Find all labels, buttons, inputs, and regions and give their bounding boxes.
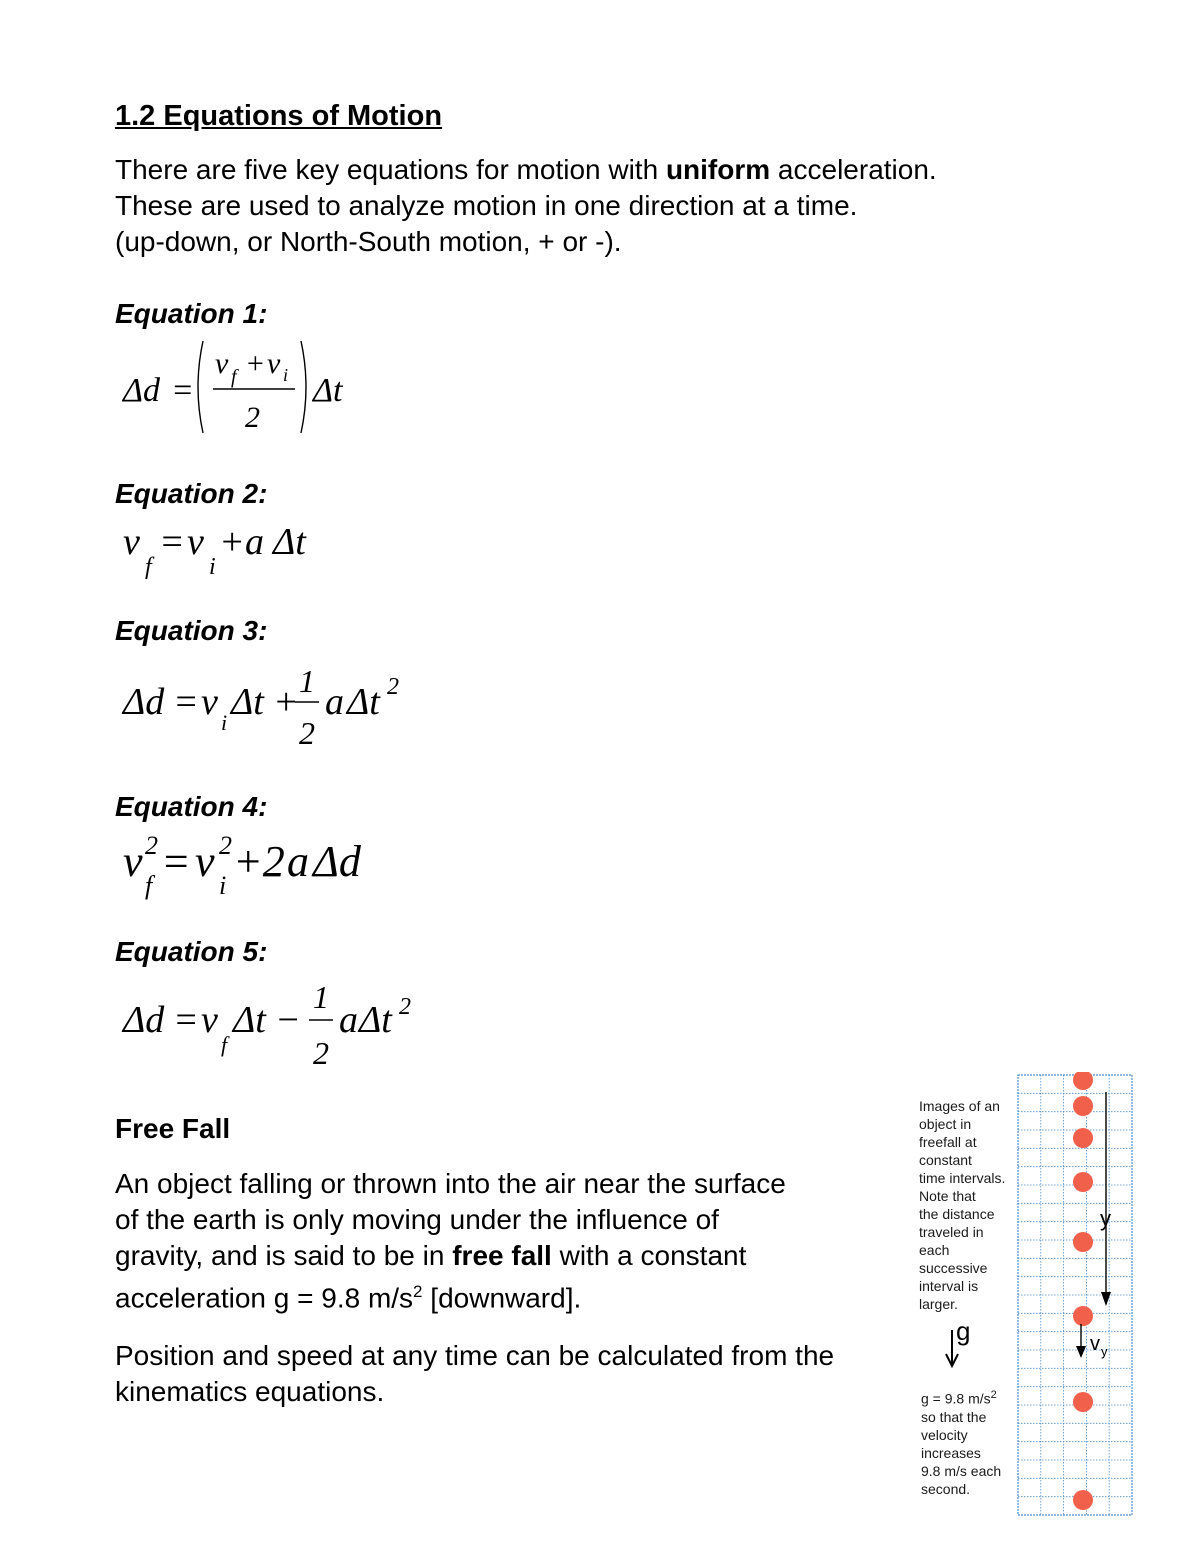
free-fall-text: with a constant [551,1240,747,1271]
equation-5-formula [115,972,435,1072]
equation-3-formula [115,650,435,750]
intro-paragraph [115,152,937,260]
free-fall-paragraph-2 [115,1338,834,1410]
free-fall-text: gravity, and is said to be in [115,1240,453,1271]
ball [1073,1392,1093,1412]
ball [1073,1072,1093,1090]
gravity-arrow [942,1316,982,1370]
svg-text:2: 2 [387,674,399,700]
caption-line: g = 9.8 m/s [921,1390,991,1407]
caption-line: second. [921,1480,971,1497]
svg-text:Δt: Δt [231,681,264,723]
velocity-subscript: y [1101,1344,1108,1359]
freefall-diagram [1016,1072,1134,1518]
svg-text:−: − [275,999,301,1041]
ball [1073,1232,1093,1252]
free-fall-paragraph [115,1166,786,1316]
svg-text:+: + [219,521,245,563]
velocity-arrow-icon [1076,1346,1086,1358]
svg-text:Δt: Δt [313,372,343,409]
svg-text:=: = [171,372,194,409]
svg-text:2: 2 [219,831,232,860]
caption-line: traveled in [919,1224,984,1240]
svg-text:Δd: Δd [313,837,361,886]
svg-text:i: i [209,554,216,580]
figure-caption-top [919,1097,1005,1313]
svg-text:2: 2 [245,401,260,434]
caption-line: the distance [919,1206,995,1222]
intro-text: (up-down, or North-South motion, + or -). [115,226,622,257]
caption-line: Images of an [919,1098,1000,1114]
free-fall-text: Position and speed at any time can be calculated from the [115,1340,835,1371]
equation-4 [115,824,415,914]
free-fall-text: acceleration g = 9.8 m/s [115,1282,414,1314]
equation-5-label: Equation 5: [115,936,268,967]
svg-text:i: i [221,710,228,735]
free-fall-bold: free fall [452,1240,552,1271]
svg-text:Δt: Δt [233,999,266,1041]
caption-line: 9.8 m/s each [921,1462,1002,1479]
caption-line: larger. [919,1296,958,1312]
svg-text:a: a [245,521,264,563]
svg-text:v: v [215,347,229,380]
svg-text:v: v [201,999,218,1041]
superscript: 2 [413,1282,423,1301]
figure-caption-bottom [921,1386,1001,1498]
freefall-figure [1016,1072,1134,1518]
svg-text:v: v [187,521,204,563]
intro-text: These are used to analyze motion in one direction at a time. [115,190,858,221]
page-title: 1.2 Equations of Motion [115,100,443,132]
svg-text:a: a [339,999,358,1041]
free-fall-text: kinematics equations. [115,1376,385,1407]
svg-text:v: v [123,837,143,886]
intro-text: acceleration. [770,154,937,185]
ball [1073,1096,1093,1116]
caption-line: freefall at [919,1134,977,1150]
caption-line: each [919,1242,950,1258]
caption-line: time intervals. [919,1170,1006,1186]
ball [1073,1490,1093,1510]
svg-text:f: f [231,366,237,388]
equation-5 [115,972,435,1082]
equation-4-formula [115,824,415,904]
caption-line: constant [919,1152,972,1168]
equation-2-label: Equation 2: [115,478,268,509]
caption-line: so that the [921,1408,987,1425]
y-label: y [1100,1206,1111,1231]
svg-text:=: = [159,521,185,563]
free-fall-text: of the earth is only moving under the influence of [115,1204,719,1235]
svg-text:f: f [145,871,153,900]
svg-text:2: 2 [145,831,158,860]
velocity-label: v [1090,1333,1100,1355]
caption-line: velocity [921,1426,968,1443]
equation-1-formula [115,335,375,440]
equation-3 [115,650,435,760]
svg-text:v: v [201,681,218,723]
svg-text:1: 1 [313,979,329,1015]
svg-text:=: = [161,837,191,886]
svg-text:+: + [245,347,266,380]
svg-text:f: f [221,1032,228,1057]
svg-text:2: 2 [299,715,315,750]
svg-text:Δd: Δd [123,681,165,723]
ball [1073,1306,1093,1326]
svg-text:a: a [325,681,344,723]
g-label: g [956,1316,971,1346]
svg-text:Δt: Δt [347,681,380,723]
svg-text:Δd: Δd [123,999,165,1041]
equation-1 [115,335,375,450]
svg-text:+: + [273,681,299,723]
caption-line: interval is [919,1278,979,1294]
free-fall-heading: Free Fall [115,1113,231,1144]
caption-line: successive [919,1260,988,1276]
free-fall-text: An object falling or thrown into the air near the surface [115,1168,786,1199]
svg-text:v: v [267,347,281,380]
caption-line: object in [919,1116,972,1132]
equation-3-label: Equation 3: [115,615,268,646]
svg-text:2: 2 [399,994,411,1020]
svg-text:2: 2 [313,1035,329,1071]
equation-1-label: Equation 1: [115,298,268,329]
superscript: 2 [990,1389,997,1401]
svg-text:i: i [283,365,289,385]
svg-text:Δd: Δd [123,372,160,409]
svg-text:Δt: Δt [359,999,392,1041]
svg-text:=: = [173,681,199,723]
svg-text:i: i [219,871,227,900]
svg-text:a: a [287,837,309,886]
svg-text:f: f [145,554,152,580]
svg-text:1: 1 [299,663,315,699]
intro-text: There are five key equations for motion with [115,154,666,185]
svg-text:Δt: Δt [273,521,306,563]
equation-2 [115,512,355,592]
caption-line: increases [921,1444,981,1461]
ball [1073,1128,1093,1148]
free-fall-text: [downward]. [422,1282,582,1314]
equation-4-label: Equation 4: [115,791,268,822]
svg-text:=: = [173,999,199,1041]
svg-text:v: v [195,837,215,886]
equation-2-formula [115,512,355,582]
svg-text:+2: +2 [233,837,285,886]
caption-line: Note that [919,1188,976,1204]
ball [1073,1172,1093,1192]
svg-text:v: v [123,521,140,563]
intro-bold-word: uniform [665,154,771,185]
